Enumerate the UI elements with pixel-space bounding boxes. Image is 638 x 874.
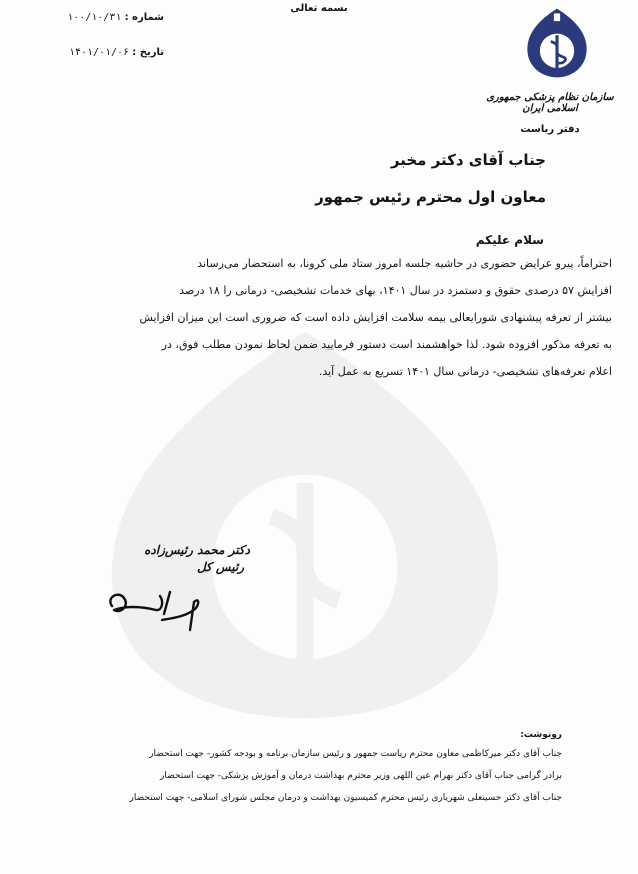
signatory-title: رئیس کل: [196, 560, 244, 574]
copy-recipient: برادر گرامی جناب آقای دکتر بهرام عین اللهی وزیر محترم بهداشت درمان و آموزش پزشکی- جهت استحضار: [160, 771, 562, 781]
number-value: ۱۰۰/۱۰/۳۱: [67, 12, 122, 23]
organization-name: سازمان نظام پزشکی جمهوری اسلامی ایران: [486, 92, 614, 114]
letter-number: [14, 12, 164, 23]
letter-date: [14, 47, 164, 58]
office-name: دفتر ریاست: [520, 124, 580, 135]
addressee-name: جناب آقای دکتر مخبر: [390, 151, 546, 169]
letter-body: [108, 250, 612, 385]
addressee-title: معاون اول محترم رئیس جمهور: [315, 188, 546, 206]
greeting: سلام علیکم: [475, 233, 544, 247]
body-line: به تعرفه مذکور افزوده شود. لذا خواهشمند است دستور فرمایید ضمن لحاظ نمودن مطلب فوق، در: [161, 338, 612, 351]
body-line: بیشتر از تعرفه پیشنهادی شورایعالی بیمه سلامت افزایش داده است که ضروری است این میزان افزایش: [139, 311, 612, 324]
handwritten-signature: [104, 580, 224, 640]
signatory-name: دکتر محمد رئیس‌زاده: [144, 543, 250, 557]
medical-council-logo-icon: [518, 4, 596, 82]
bismillah-header: بسمه تعالی: [290, 3, 348, 14]
date-value: ۱۴۰۱/۰۱/۰۶: [68, 47, 130, 58]
date-label: تاریخ :: [132, 47, 164, 58]
copy-recipient: جناب آقای دکتر حسینعلی شهریاری رئیس محترم کمیسیون بهداشت و درمان مجلس شورای اسلامی- جهت استحضار: [129, 793, 562, 803]
body-line: اعلام تعرفه‌های تشخیصی- درمانی سال ۱۴۰۱ تسریع به عمل آید.: [318, 365, 612, 378]
copies-list: [102, 743, 562, 809]
copies-heading: رونوشت:: [520, 730, 562, 740]
copy-recipient: جناب آقای دکتر میرکاظمی معاون محترم ریاست جمهور و رئیس سازمان برنامه و بودجه کشور- جهت استحضار: [149, 749, 562, 759]
body-line: افزایش ۵۷ درصدی حقوق و دستمزد در سال ۱۴۰۱، بهای خدمات تشخیصی- درمانی را ۱۸ درصد: [179, 284, 612, 297]
body-line: احتراماً، پیرو عرایض حضوری در حاشیه جلسه امروز ستاد ملی کرونا، به استحضار می‌رساند: [197, 257, 612, 270]
number-label: شماره :: [124, 12, 164, 23]
